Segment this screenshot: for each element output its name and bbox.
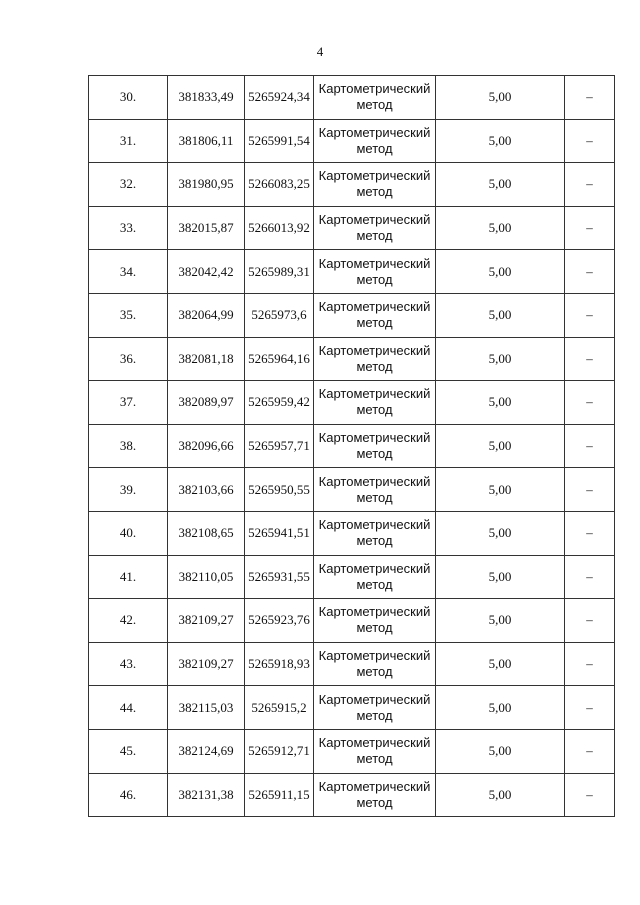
y-coordinate-cell: 5266013,92 <box>245 206 314 250</box>
method-cell <box>314 511 436 555</box>
description-cell: – <box>565 599 615 643</box>
table-row <box>89 511 615 555</box>
x-coordinate-cell: 382110,05 <box>168 555 245 599</box>
method-text: Картометрический метод <box>318 168 431 200</box>
table-row <box>89 424 615 468</box>
y-coordinate-cell: 5265912,71 <box>245 729 314 773</box>
accuracy-cell: 5,00 <box>436 773 565 817</box>
x-coordinate-cell: 382108,65 <box>168 511 245 555</box>
x-coordinate-cell: 381833,49 <box>168 76 245 120</box>
method-text: Картометрический метод <box>318 255 431 287</box>
method-cell <box>314 468 436 512</box>
method-text: Картометрический метод <box>318 778 431 810</box>
y-coordinate-cell: 5265959,42 <box>245 381 314 425</box>
method-text: Картометрический метод <box>318 124 431 156</box>
x-coordinate-cell: 382109,27 <box>168 642 245 686</box>
accuracy-cell: 5,00 <box>436 250 565 294</box>
x-coordinate-cell: 382115,03 <box>168 686 245 730</box>
accuracy-cell: 5,00 <box>436 381 565 425</box>
method-cell <box>314 206 436 250</box>
method-cell <box>314 381 436 425</box>
table-row <box>89 163 615 207</box>
accuracy-cell: 5,00 <box>436 293 565 337</box>
y-coordinate-cell: 5265964,16 <box>245 337 314 381</box>
table-row <box>89 381 615 425</box>
method-text: Картометрический метод <box>318 473 431 505</box>
point-number-cell: 30. <box>89 76 168 120</box>
method-text: Картометрический метод <box>318 299 431 331</box>
point-number-cell: 36. <box>89 337 168 381</box>
accuracy-cell: 5,00 <box>436 729 565 773</box>
method-cell <box>314 729 436 773</box>
y-coordinate-cell: 5265923,76 <box>245 599 314 643</box>
coordinates-table-body <box>89 76 615 817</box>
point-number-cell: 33. <box>89 206 168 250</box>
description-cell: – <box>565 468 615 512</box>
table-row <box>89 686 615 730</box>
method-cell <box>314 293 436 337</box>
y-coordinate-cell: 5266083,25 <box>245 163 314 207</box>
x-coordinate-cell: 382081,18 <box>168 337 245 381</box>
x-coordinate-cell: 382103,66 <box>168 468 245 512</box>
method-text: Картометрический метод <box>318 212 431 244</box>
method-text: Картометрический метод <box>318 517 431 549</box>
y-coordinate-cell: 5265957,71 <box>245 424 314 468</box>
method-cell <box>314 424 436 468</box>
method-cell <box>314 773 436 817</box>
method-cell <box>314 163 436 207</box>
point-number-cell: 41. <box>89 555 168 599</box>
description-cell: – <box>565 642 615 686</box>
x-coordinate-cell: 381806,11 <box>168 119 245 163</box>
point-number-cell: 35. <box>89 293 168 337</box>
accuracy-cell: 5,00 <box>436 337 565 381</box>
accuracy-cell: 5,00 <box>436 424 565 468</box>
description-cell: – <box>565 555 615 599</box>
method-cell <box>314 642 436 686</box>
x-coordinate-cell: 381980,95 <box>168 163 245 207</box>
accuracy-cell: 5,00 <box>436 555 565 599</box>
description-cell: – <box>565 773 615 817</box>
method-cell <box>314 686 436 730</box>
method-text: Картометрический метод <box>318 735 431 767</box>
y-coordinate-cell: 5265941,51 <box>245 511 314 555</box>
x-coordinate-cell: 382064,99 <box>168 293 245 337</box>
description-cell: – <box>565 511 615 555</box>
accuracy-cell: 5,00 <box>436 686 565 730</box>
point-number-cell: 46. <box>89 773 168 817</box>
method-cell <box>314 250 436 294</box>
description-cell: – <box>565 337 615 381</box>
point-number-cell: 45. <box>89 729 168 773</box>
accuracy-cell: 5,00 <box>436 119 565 163</box>
point-number-cell: 44. <box>89 686 168 730</box>
table-row <box>89 729 615 773</box>
x-coordinate-cell: 382109,27 <box>168 599 245 643</box>
y-coordinate-cell: 5265950,55 <box>245 468 314 512</box>
description-cell: – <box>565 729 615 773</box>
method-cell <box>314 555 436 599</box>
point-number-cell: 40. <box>89 511 168 555</box>
point-number-cell: 42. <box>89 599 168 643</box>
coordinates-table <box>88 75 615 817</box>
point-number-cell: 39. <box>89 468 168 512</box>
accuracy-cell: 5,00 <box>436 511 565 555</box>
method-text: Картометрический метод <box>318 560 431 592</box>
y-coordinate-cell: 5265918,93 <box>245 642 314 686</box>
table-row <box>89 337 615 381</box>
table-row <box>89 119 615 163</box>
table-row <box>89 773 615 817</box>
description-cell: – <box>565 381 615 425</box>
method-cell <box>314 76 436 120</box>
method-text: Картометрический метод <box>318 691 431 723</box>
point-number-cell: 37. <box>89 381 168 425</box>
description-cell: – <box>565 686 615 730</box>
x-coordinate-cell: 382015,87 <box>168 206 245 250</box>
y-coordinate-cell: 5265931,55 <box>245 555 314 599</box>
method-text: Картометрический метод <box>318 342 431 374</box>
table-row <box>89 642 615 686</box>
table-row <box>89 555 615 599</box>
description-cell: – <box>565 424 615 468</box>
method-text: Картометрический метод <box>318 430 431 462</box>
y-coordinate-cell: 5265989,31 <box>245 250 314 294</box>
page-number: 4 <box>316 44 324 59</box>
description-cell: – <box>565 119 615 163</box>
description-cell: – <box>565 163 615 207</box>
method-cell <box>314 337 436 381</box>
table-row <box>89 76 615 120</box>
method-text: Картометрический метод <box>318 81 431 113</box>
accuracy-cell: 5,00 <box>436 468 565 512</box>
accuracy-cell: 5,00 <box>436 599 565 643</box>
description-cell: – <box>565 250 615 294</box>
y-coordinate-cell: 5265924,34 <box>245 76 314 120</box>
method-text: Картометрический метод <box>318 604 431 636</box>
accuracy-cell: 5,00 <box>436 163 565 207</box>
table-row <box>89 206 615 250</box>
method-cell <box>314 119 436 163</box>
accuracy-cell: 5,00 <box>436 76 565 120</box>
description-cell: – <box>565 293 615 337</box>
table-row <box>89 293 615 337</box>
method-cell <box>314 599 436 643</box>
description-cell: – <box>565 76 615 120</box>
y-coordinate-cell: 5265915,2 <box>245 686 314 730</box>
point-number-cell: 34. <box>89 250 168 294</box>
point-number-cell: 43. <box>89 642 168 686</box>
accuracy-cell: 5,00 <box>436 642 565 686</box>
table-row <box>89 599 615 643</box>
method-text: Картометрический метод <box>318 386 431 418</box>
y-coordinate-cell: 5265973,6 <box>245 293 314 337</box>
x-coordinate-cell: 382089,97 <box>168 381 245 425</box>
y-coordinate-cell: 5265991,54 <box>245 119 314 163</box>
method-text: Картометрический метод <box>318 648 431 680</box>
y-coordinate-cell: 5265911,15 <box>245 773 314 817</box>
x-coordinate-cell: 382124,69 <box>168 729 245 773</box>
point-number-cell: 32. <box>89 163 168 207</box>
x-coordinate-cell: 382042,42 <box>168 250 245 294</box>
point-number-cell: 38. <box>89 424 168 468</box>
x-coordinate-cell: 382131,38 <box>168 773 245 817</box>
x-coordinate-cell: 382096,66 <box>168 424 245 468</box>
point-number-cell: 31. <box>89 119 168 163</box>
table-row <box>89 250 615 294</box>
description-cell: – <box>565 206 615 250</box>
table-row <box>89 468 615 512</box>
accuracy-cell: 5,00 <box>436 206 565 250</box>
